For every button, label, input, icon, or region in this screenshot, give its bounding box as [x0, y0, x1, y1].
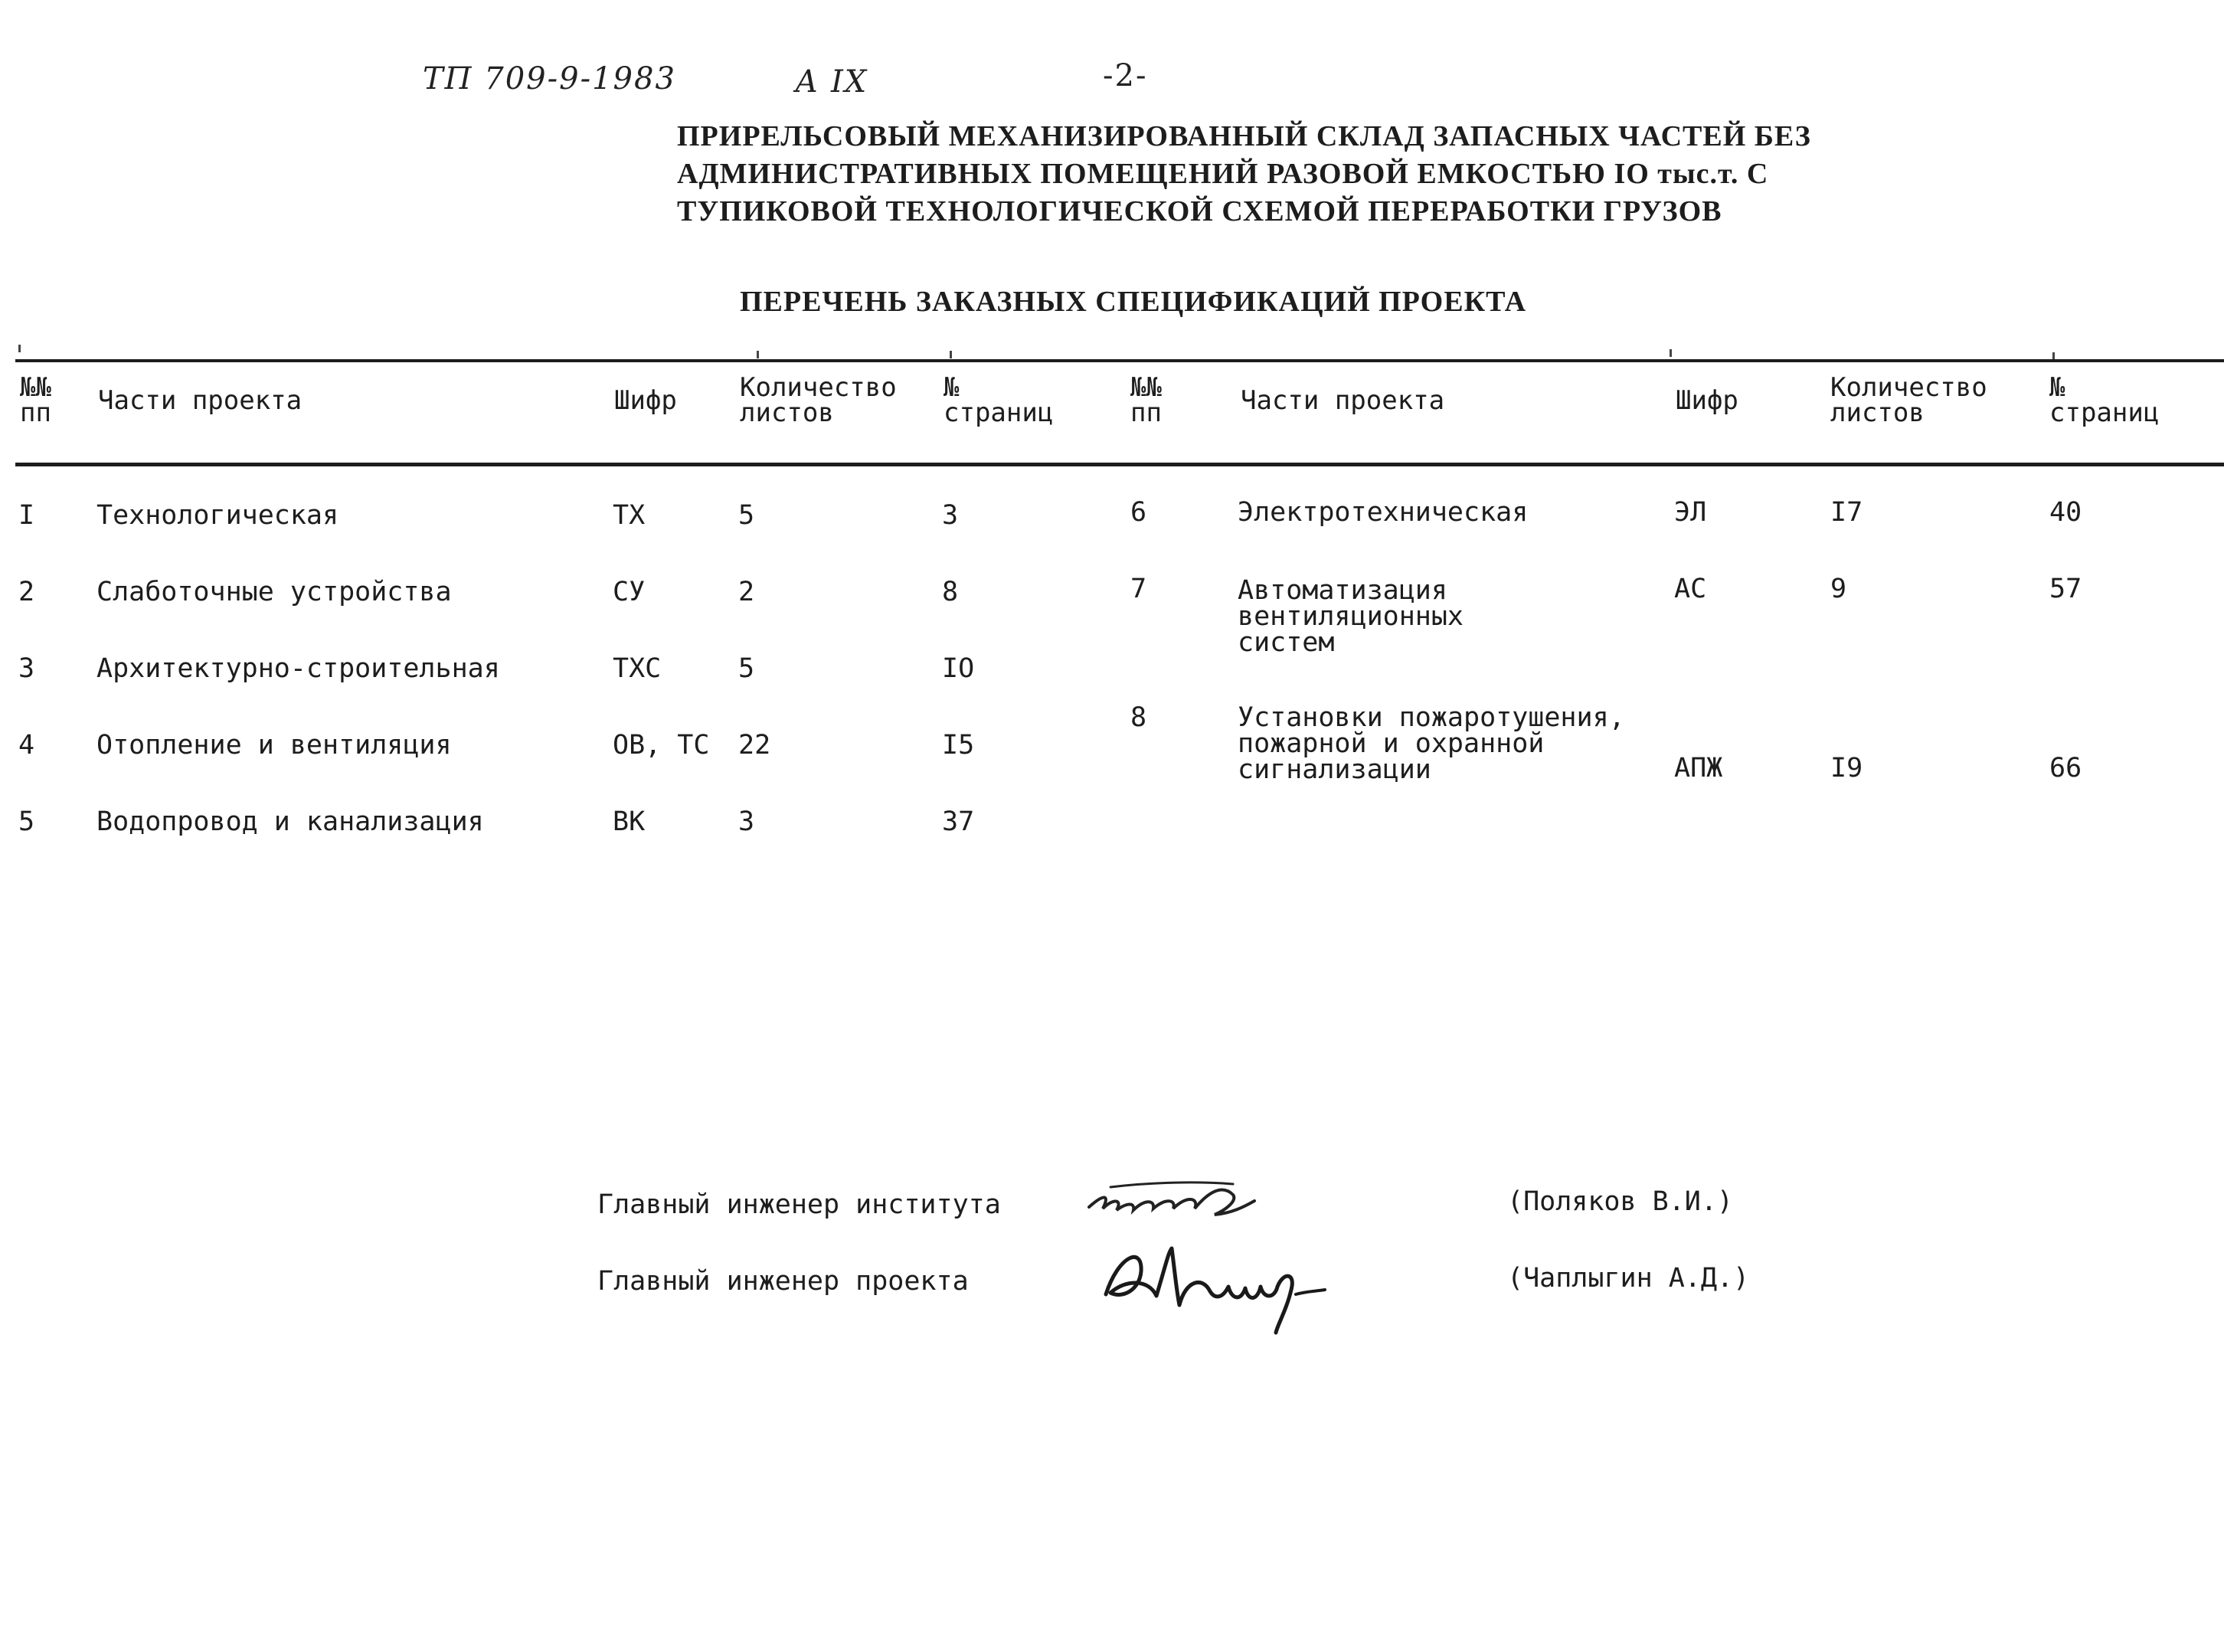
- document-code: ТП 709-9-1983: [423, 61, 676, 97]
- header-code-right: Шифр: [1676, 385, 1738, 416]
- row-part: Автоматизация вентиляционных систем: [1238, 575, 1464, 658]
- row-part: Технологическая: [96, 500, 339, 531]
- row-page: 8: [942, 577, 959, 607]
- table-header-rule: [15, 463, 2224, 466]
- row-num: 4: [18, 730, 35, 761]
- row-num: 8: [1130, 702, 1147, 733]
- header-num-left: №№ пп: [20, 372, 51, 428]
- handwritten-signature-2: [1095, 1225, 1340, 1340]
- title-line-3: ТУПИКОВОЙ ТЕХНОЛОГИЧЕСКОЙ СХЕМОЙ ПЕРЕРАБОТКИ ГРУЗОВ: [677, 195, 1722, 227]
- signature-role-1: Главный инженер института: [597, 1189, 1001, 1220]
- row-page: 37: [942, 806, 975, 837]
- row-sheets: I7: [1830, 497, 1863, 528]
- row-num: 5: [18, 806, 35, 837]
- header-page-right: № страниц: [2049, 372, 2160, 428]
- row-part: Электротехническая: [1238, 497, 1529, 528]
- row-sheets: 9: [1830, 574, 1847, 604]
- row-page: 40: [2049, 497, 2082, 528]
- row-sheets: 3: [738, 806, 755, 837]
- album-number: А IX: [795, 64, 868, 100]
- header-page-left: № страниц: [944, 372, 1054, 428]
- row-num: I: [18, 500, 35, 531]
- page-number: -2-: [1103, 58, 1148, 93]
- row-page: I5: [942, 730, 975, 761]
- handwritten-signature-1: [1080, 1164, 1310, 1233]
- row-page: IO: [942, 653, 975, 684]
- row-code: ОВ, ТС: [613, 730, 710, 761]
- title-line-1: ПРИРЕЛЬСОВЫЙ МЕХАНИЗИРОВАННЫЙ СКЛАД ЗАПАСНЫХ ЧАСТЕЙ БЕЗ: [677, 120, 1811, 152]
- header-code-left: Шифр: [614, 385, 677, 416]
- row-code: ТХ: [613, 500, 646, 531]
- row-sheets: 2: [738, 577, 755, 607]
- row-page: 66: [2049, 753, 2082, 783]
- row-page: 57: [2049, 574, 2082, 604]
- row-code: АПЖ: [1674, 753, 1723, 783]
- subtitle: ПЕРЕЧЕНЬ ЗАКАЗНЫХ СПЕЦИФИКАЦИЙ ПРОЕКТА: [740, 286, 1527, 318]
- signature-name-1: (Поляков В.И.): [1507, 1186, 1734, 1217]
- header-num-right: №№ пп: [1130, 372, 1162, 428]
- row-part: Установки пожаротушения, пожарной и охранной сигнализации: [1238, 702, 1625, 785]
- row-part: Отопление и вентиляция: [96, 730, 452, 761]
- row-code: ТХС: [613, 653, 662, 684]
- row-sheets: 5: [738, 653, 755, 684]
- header-sheets-right: Количество листов: [1830, 372, 1987, 428]
- row-code: ЭЛ: [1674, 497, 1707, 528]
- row-sheets: I9: [1830, 753, 1863, 783]
- signature-name-2: (Чаплыгин А.Д.): [1507, 1263, 1750, 1294]
- column-tick: [18, 345, 21, 352]
- row-part: Водопровод и канализация: [96, 806, 484, 837]
- row-part: Архитектурно-строительная: [96, 653, 500, 684]
- row-num: 2: [18, 577, 35, 607]
- signature-role-2: Главный инженер проекта: [597, 1266, 969, 1297]
- column-tick: [1670, 349, 1672, 357]
- row-page: 3: [942, 500, 959, 531]
- row-num: 7: [1130, 574, 1147, 604]
- row-code: ВК: [613, 806, 646, 837]
- row-num: 6: [1130, 497, 1147, 528]
- row-code: СУ: [613, 577, 646, 607]
- row-sheets: 22: [738, 730, 771, 761]
- row-part: Слаботочные устройства: [96, 577, 452, 607]
- row-num: 3: [18, 653, 35, 684]
- row-sheets: 5: [738, 500, 755, 531]
- header-part-left: Части проекта: [98, 385, 303, 416]
- title-line-2: АДМИНИСТРАТИВНЫХ ПОМЕЩЕНИЙ РАЗОВОЙ ЕМКОСТЬЮ IO тыс.т. С: [677, 158, 1769, 190]
- column-tick: [950, 351, 952, 358]
- row-code: АС: [1674, 574, 1707, 604]
- column-tick: [757, 351, 759, 358]
- table-top-rule: [15, 359, 2224, 362]
- header-part-right: Части проекта: [1241, 385, 1445, 416]
- header-sheets-left: Количество листов: [740, 372, 897, 428]
